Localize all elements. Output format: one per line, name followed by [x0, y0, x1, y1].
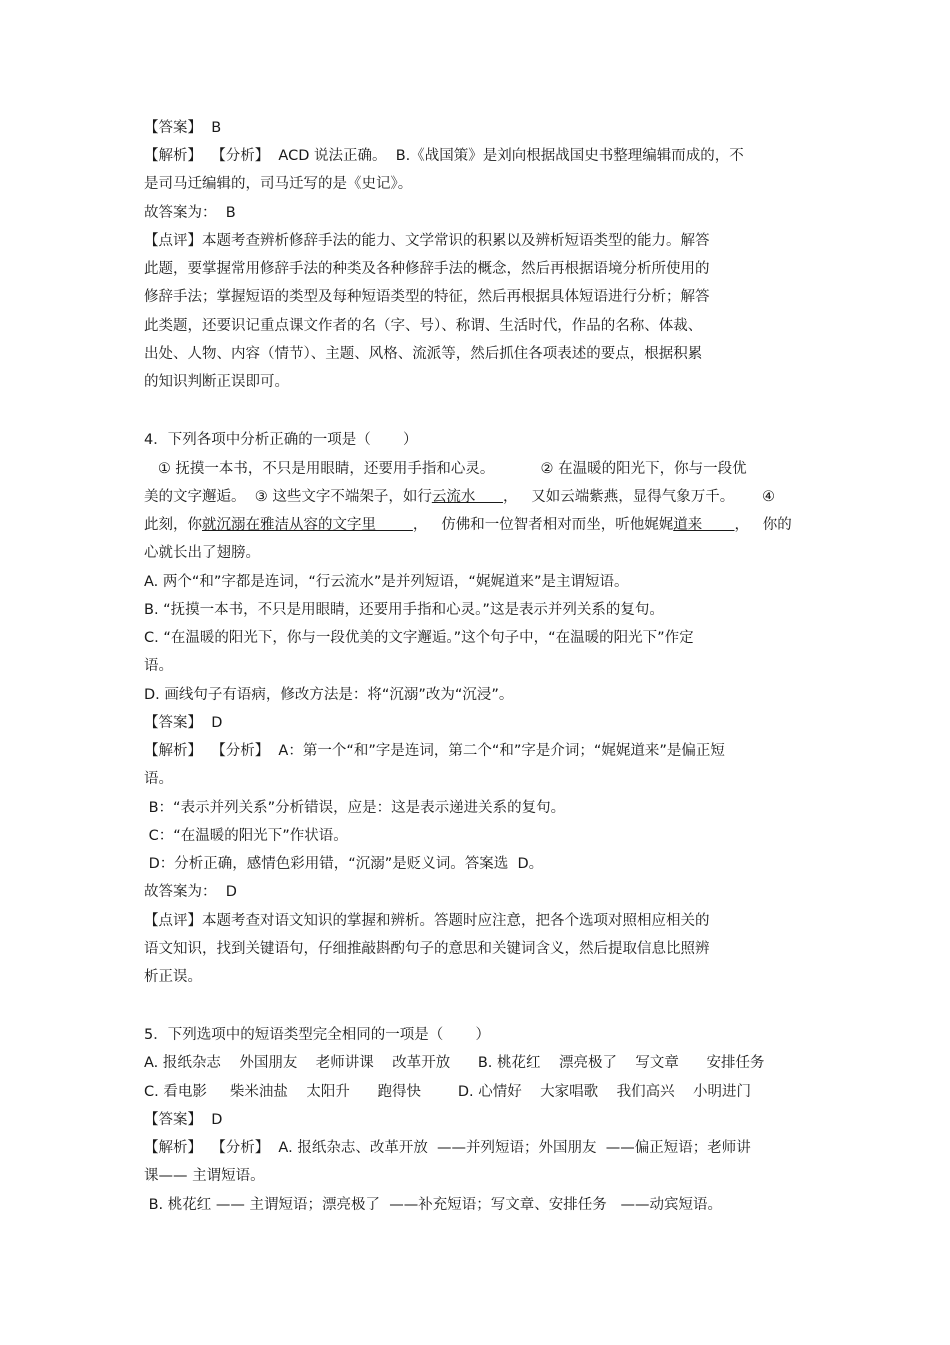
final-answer-line: 故答案为： B: [144, 205, 236, 221]
comment-line: 此类题，还要识记重点课文作者的名（字、号）、称谓、生活时代，作品的名称、体裁、: [144, 318, 703, 334]
option-d: D. 画线句子有语病，修改方法是：将“沉溺”改为“沉浸”。: [144, 687, 514, 703]
answer-line: 【答案】 B: [144, 120, 222, 136]
comment-line: 出处、人物、内容（情节）、主题、风格、流派等，然后抓住各项表述的要点，根据积累: [144, 346, 703, 362]
underlined-phrase: 云流水: [431, 489, 503, 505]
comment-line: 语文知识，找到关键语句，仔细推敲斟酌句子的意思和关键词含义，然后提取信息比照辨: [144, 941, 710, 957]
final-answer-line: 故答案为： D: [144, 884, 237, 900]
analysis-line: B：“表示并列关系”分析错误，应是：这是表示递进关系的复句。: [144, 800, 566, 816]
underlined-phrase: 道来: [673, 517, 735, 533]
underlined-phrase: 就沉溺在雅洁从容的文字里: [202, 517, 413, 533]
option-c: C. “在温暖的阳光下，你与一段优美的文字邂逅。”这个句子中，“在温暖的阳光下”作定: [144, 630, 694, 646]
options-a-b: A. 报纸杂志 外国朋友 老师讲课 改革开放 B. 桃花红 漂亮极了 写文章 安排任务: [144, 1055, 765, 1071]
question-title: 4．下列各项中分析正确的一项是（ ）: [144, 432, 418, 448]
comment-line: 的知识判断正误即可。: [144, 374, 289, 390]
question-title: 5．下列选项中的短语类型完全相同的一项是（ ）: [144, 1027, 490, 1043]
answer-line: 【答案】 D: [144, 715, 223, 731]
comment-line: 【点评】本题考查对语文知识的掌握和辨析。答题时应注意，把各个选项对照相应相关的: [144, 913, 710, 929]
comment-line: 修辞手法；掌握短语的类型及每种短语类型的特征，然后再根据具体短语进行分析；解答: [144, 289, 710, 305]
comment-line: 此题，要掌握常用修辞手法的种类及各种修辞手法的概念，然后再根据语境分析所使用的: [144, 261, 710, 277]
analysis-line: 【解析】 【分析】 ACD 说法正确。 B.《战国策》是刘向根据战国史书整理编辑而成的，不: [144, 148, 744, 164]
passage-line: 心就长出了翅膀。: [144, 545, 260, 561]
analysis-line: 【解析】 【分析】 A. 报纸杂志、改革开放 ——并列短语；外国朋友 ——偏正短语；老师讲: [144, 1140, 751, 1156]
analysis-line: 是司马迁编辑的，司马迁写的是《史记》。: [144, 176, 413, 192]
passage-line: ① 抚摸一本书，不只是用眼睛，还要用手指和心灵。 ② 在温暖的阳光下，你与一段优: [144, 461, 747, 477]
passage-text: 此刻，你: [144, 517, 202, 533]
analysis-line: B. 桃花红 —— 主谓短语；漂亮极了 ——补充短语；写文章、安排任务 ——动宾短语。: [144, 1197, 723, 1213]
analysis-line: D：分析正确，感情色彩用错，“沉溺”是贬义词。答案选 D。: [144, 856, 544, 872]
analysis-line: 语。: [144, 771, 173, 787]
passage-text: 美的文字邂逅。 ③ 这些文字不端架子，如行: [144, 489, 432, 505]
analysis-line: 课—— 主谓短语。: [144, 1168, 265, 1184]
comment-line: 析正误。: [144, 969, 202, 985]
passage-line: [144, 487, 775, 507]
passage-text: ， 又如云端紫燕，显得气象万千。 ④: [502, 489, 775, 505]
comment-line: 【点评】本题考查辨析修辞手法的能力、文学常识的积累以及辨析短语类型的能力。解答: [144, 233, 710, 249]
option-a: A. 两个“和”字都是连词，“行云流水”是并列短语，“娓娓道来”是主谓短语。: [144, 574, 629, 590]
passage-line: [144, 515, 792, 535]
option-c-cont: 语。: [144, 658, 173, 674]
passage-text: ， 你的: [734, 517, 792, 533]
analysis-line: 【解析】 【分析】 A：第一个“和”字是连词，第二个“和”字是介词；“娓娓道来”是偏正短: [144, 743, 725, 759]
answer-line: 【答案】 D: [144, 1112, 223, 1128]
options-c-d: C. 看电影 柴米油盐 太阳升 跑得快 D. 心情好 大家唱歌 我们高兴 小明进门: [144, 1084, 752, 1100]
analysis-line: C：“在温暖的阳光下”作状语。: [144, 828, 348, 844]
passage-text: ， 仿佛和一位智者相对而坐，听他娓娓: [412, 517, 674, 533]
option-b: B. “抚摸一本书，不只是用眼睛，还要用手指和心灵。”这是表示并列关系的复句。: [144, 602, 664, 618]
